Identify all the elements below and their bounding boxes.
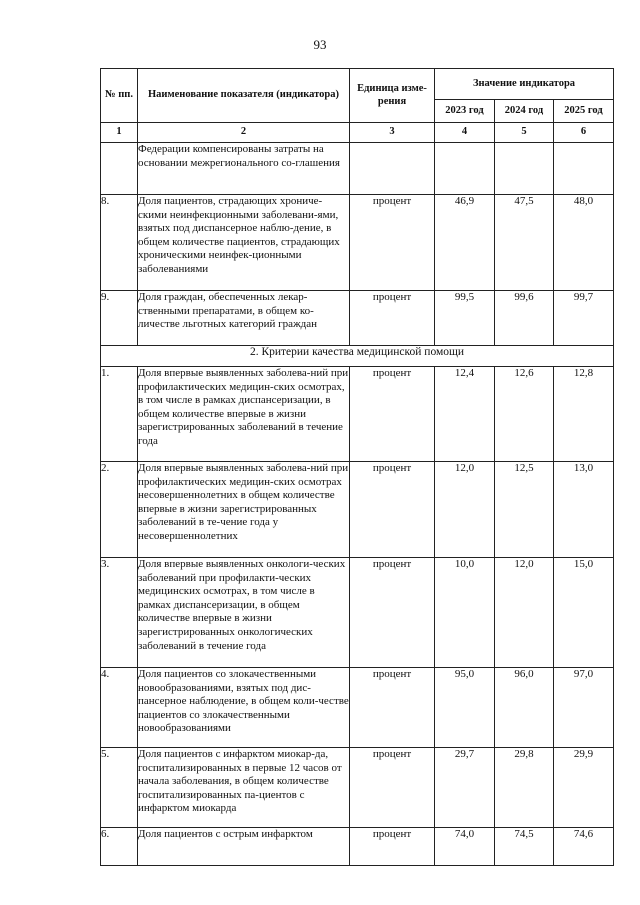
- value-2023: 99,5: [435, 291, 495, 346]
- table-row: [101, 748, 614, 828]
- column-index-row: [101, 123, 614, 143]
- row-number: 6.: [101, 828, 138, 866]
- table-header: [101, 69, 614, 143]
- table-row: [101, 668, 614, 748]
- indicator-unit: процент: [350, 291, 435, 346]
- value-2025: 97,0: [554, 668, 614, 748]
- column-header-year: 2025 год: [554, 100, 614, 123]
- value-2024: 29,8: [495, 748, 554, 828]
- table-row: [101, 291, 614, 346]
- table-row: [101, 367, 614, 462]
- indicator-name: Доля граждан, обеспеченных лекар-ственными препаратами, в общем ко-личестве льготных категорий граждан: [138, 291, 350, 346]
- row-number: 2.: [101, 462, 138, 558]
- value-2024: 12,5: [495, 462, 554, 558]
- indicator-name: Федерации компенсированы затраты на основании межрегионального со-глашения: [138, 143, 350, 195]
- value-2025: 29,9: [554, 748, 614, 828]
- value-2024: [495, 143, 554, 195]
- indicator-unit: процент: [350, 367, 435, 462]
- column-header-num: № пп.: [101, 69, 138, 123]
- value-2024: 96,0: [495, 668, 554, 748]
- value-2023: 10,0: [435, 558, 495, 668]
- column-header-year: 2024 год: [495, 100, 554, 123]
- row-number: 5.: [101, 748, 138, 828]
- value-2024: 12,0: [495, 558, 554, 668]
- indicator-name: Доля пациентов с инфарктом миокар-да, госпитализированных в первые 12 часов от начала заболевания, в общем количестве госпитализированных па-циентов с инфарктом миокарда: [138, 748, 350, 828]
- indicator-unit: процент: [350, 828, 435, 866]
- value-2023: 29,7: [435, 748, 495, 828]
- row-number: 9.: [101, 291, 138, 346]
- column-header-unit: Единица изме-рения: [350, 69, 435, 123]
- indicator-unit: [350, 143, 435, 195]
- row-number: [101, 143, 138, 195]
- value-2025: 12,8: [554, 367, 614, 462]
- indicator-unit: процент: [350, 195, 435, 291]
- indicators-table: [100, 68, 614, 866]
- column-header-value-group: Значение индикатора: [435, 69, 614, 100]
- value-2024: 47,5: [495, 195, 554, 291]
- row-number: 1.: [101, 367, 138, 462]
- table-row: [101, 558, 614, 668]
- indicator-unit: процент: [350, 558, 435, 668]
- table-row: [101, 462, 614, 558]
- section-title: 2. Критерии качества медицинской помощи: [101, 346, 614, 367]
- row-number: 8.: [101, 195, 138, 291]
- indicator-unit: процент: [350, 668, 435, 748]
- indicator-name: Доля впервые выявленных заболева-ний при профилактических медицин-ских осмотрах, в том числе в рамках диспансеризации, в общем количестве впервые в жизни зарегистрированных заболеваний в течение года: [138, 367, 350, 462]
- value-2025: 13,0: [554, 462, 614, 558]
- table-row: [101, 195, 614, 291]
- indicator-name: Доля впервые выявленных заболева-ний при профилактических медицин-ских осмотрах несовершеннолетних в общем количестве впервые в жизни зарегистрированных заболеваний в те-чение года у несовершеннолетних: [138, 462, 350, 558]
- value-2023: 12,4: [435, 367, 495, 462]
- value-2023: 74,0: [435, 828, 495, 866]
- value-2023: [435, 143, 495, 195]
- column-index: 4: [435, 123, 495, 143]
- row-number: 4.: [101, 668, 138, 748]
- value-2024: 99,6: [495, 291, 554, 346]
- value-2025: 99,7: [554, 291, 614, 346]
- row-number: 3.: [101, 558, 138, 668]
- column-header-name: Наименование показателя (индикатора): [138, 69, 350, 123]
- table-row: [101, 828, 614, 866]
- column-index: 6: [554, 123, 614, 143]
- section-row: [101, 346, 614, 367]
- value-2023: 12,0: [435, 462, 495, 558]
- column-header-year: 2023 год: [435, 100, 495, 123]
- indicator-name: Доля впервые выявленных онкологи-ческих заболеваний при профилакти-ческих медицинских осмотрах, в том числе в рамках диспансеризации, в общем количестве впервые в жизни зарегистрированных онкологических заболеваний в течение года: [138, 558, 350, 668]
- column-index: 5: [495, 123, 554, 143]
- column-index: 3: [350, 123, 435, 143]
- value-2025: 15,0: [554, 558, 614, 668]
- column-index: 1: [101, 123, 138, 143]
- page-number: 93: [313, 37, 327, 52]
- indicator-unit: процент: [350, 748, 435, 828]
- indicator-name: Доля пациентов со злокачественными новообразованиями, взятых под дис-пансерное наблюдение, в общем коли-честве пациентов со злокачественными новообразованиями: [138, 668, 350, 748]
- value-2023: 95,0: [435, 668, 495, 748]
- table-row: [101, 143, 614, 195]
- value-2023: 46,9: [435, 195, 495, 291]
- indicator-name: Доля пациентов с острым инфарктом: [138, 828, 350, 866]
- value-2025: 48,0: [554, 195, 614, 291]
- column-index: 2: [138, 123, 350, 143]
- value-2024: 74,5: [495, 828, 554, 866]
- value-2025: 74,6: [554, 828, 614, 866]
- value-2025: [554, 143, 614, 195]
- indicator-unit: процент: [350, 462, 435, 558]
- indicator-name: Доля пациентов, страдающих хрониче-скими неинфекционными заболевани-ями, взятых под диспансерное наблю-дение, в общем количестве пациентов, страдающих хроническими неинфек-ционными заболеваниями: [138, 195, 350, 291]
- value-2024: 12,6: [495, 367, 554, 462]
